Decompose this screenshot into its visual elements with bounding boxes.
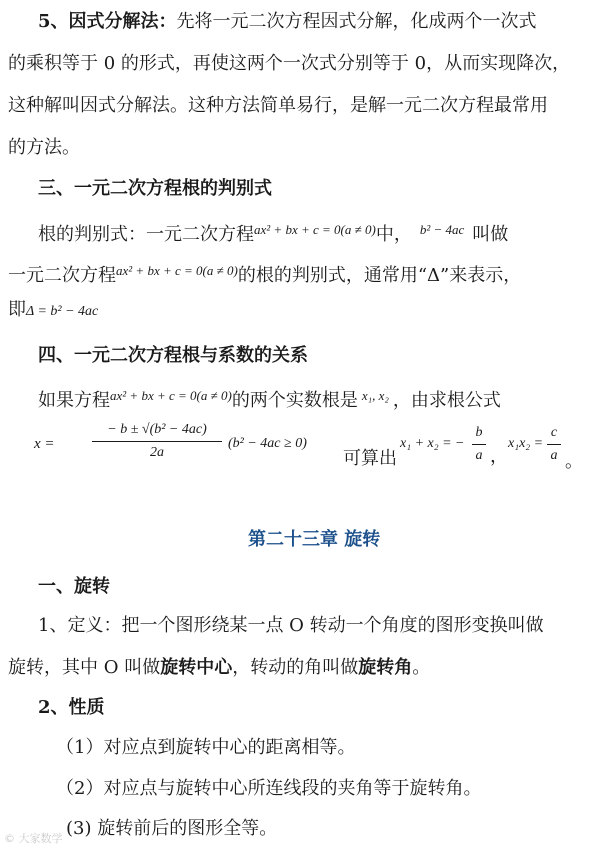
formula-denominator: 2a bbox=[150, 445, 164, 460]
product-num: c bbox=[547, 422, 561, 445]
rot-def-line1: 1、定义：把一个图形绕某一点 O 转动一个角度的图形变换叫做 bbox=[38, 615, 544, 636]
rot-def2c: 。 bbox=[412, 657, 431, 678]
rot-def-line2 bbox=[8, 656, 430, 680]
rotation-center-term: 旋转中心 bbox=[160, 657, 233, 678]
s3-l1a: 根的判别式：一元二次方程 bbox=[38, 224, 254, 245]
delta-definition: Δ = b² − 4ac bbox=[26, 304, 99, 319]
s5-line4: 的方法。 bbox=[8, 137, 80, 158]
rot-def2a: 旋转，其中 O 叫做 bbox=[8, 657, 161, 678]
sum-lhs: x₁ + x₂ = − bbox=[400, 436, 465, 451]
s3-l3a: 即 bbox=[8, 299, 26, 320]
s3-heading: 三、一元二次方程根的判别式 bbox=[38, 178, 272, 199]
discriminant-expr: b² − 4ac bbox=[419, 222, 465, 237]
property-2: （2）对应点与旋转中心所连线段的夹角等于旋转角。 bbox=[56, 778, 482, 799]
s3-l2a: 一元二次方程 bbox=[8, 265, 116, 286]
s3-line1 bbox=[38, 218, 508, 247]
watermark: © 大家数学 bbox=[4, 832, 63, 845]
comma: ， bbox=[490, 446, 508, 467]
s4-l1b: 的两个实数根是 bbox=[231, 390, 358, 411]
formula-condition: (b² − 4ac ≥ 0) bbox=[228, 436, 307, 451]
s4-line1 bbox=[38, 384, 501, 413]
sum-den: a bbox=[475, 448, 483, 463]
product-den: a bbox=[550, 448, 558, 463]
product-fraction bbox=[547, 422, 561, 467]
s4-l1c: ，由求根公式 bbox=[392, 390, 501, 411]
property-1: （1）对应点到旋转中心的距离相等。 bbox=[56, 737, 356, 758]
s5-line3: 这种解叫因式分解法。这种方法简单易行，是解一元二次方程最常用 bbox=[8, 95, 548, 116]
s3-l1c: 叫做 bbox=[472, 224, 509, 245]
period: 。 bbox=[565, 451, 583, 472]
rotation-angle-term: 旋转角 bbox=[358, 657, 413, 678]
product-lhs: x₁x₂ = bbox=[508, 436, 544, 451]
s5-line1 bbox=[38, 10, 537, 34]
quadratic-equation: ax² + bx + c = 0(a ≠ 0) bbox=[254, 222, 376, 237]
quadratic-equation-3: ax² + bx + c = 0(a ≠ 0) bbox=[110, 388, 232, 403]
sum-fraction bbox=[472, 422, 486, 467]
s4-heading: 四、一元二次方程根与系数的关系 bbox=[38, 345, 308, 366]
can-compute: 可算出 bbox=[343, 448, 397, 469]
x-equals: x = bbox=[34, 436, 55, 452]
chapter-title: 第二十三章 旋转 bbox=[248, 529, 381, 550]
s3-line3 bbox=[8, 298, 98, 324]
properties-heading: 2、性质 bbox=[38, 697, 105, 718]
s5-title: 5、因式分解法： bbox=[38, 11, 177, 32]
s3-line2 bbox=[8, 259, 521, 288]
quadratic-formula bbox=[92, 419, 222, 464]
rot-def2b: ，转动的角叫做 bbox=[232, 657, 359, 678]
s5-line2: 的乘积等于 0 的形式，再使这两个一次式分别等于 0，从而实现降次， bbox=[8, 53, 571, 74]
formula-numerator: − b ± √(b² − 4ac) bbox=[92, 419, 222, 442]
s3-l1b: 中， bbox=[375, 224, 412, 245]
rot-heading: 一、旋转 bbox=[38, 576, 110, 597]
sum-num: b bbox=[472, 422, 486, 445]
s5-text1: 先将一元二次方程因式分解，化成两个一次式 bbox=[176, 11, 537, 32]
roots: x₁, x₂ bbox=[361, 388, 389, 403]
quadratic-equation-2: ax² + bx + c = 0(a ≠ 0) bbox=[116, 263, 238, 278]
s4-l1a: 如果方程 bbox=[38, 390, 110, 411]
s3-l2b: 的根的判别式，通常用“Δ”来表示， bbox=[237, 265, 522, 286]
property-3: (3) 旋转前后的图形全等。 bbox=[66, 818, 278, 839]
